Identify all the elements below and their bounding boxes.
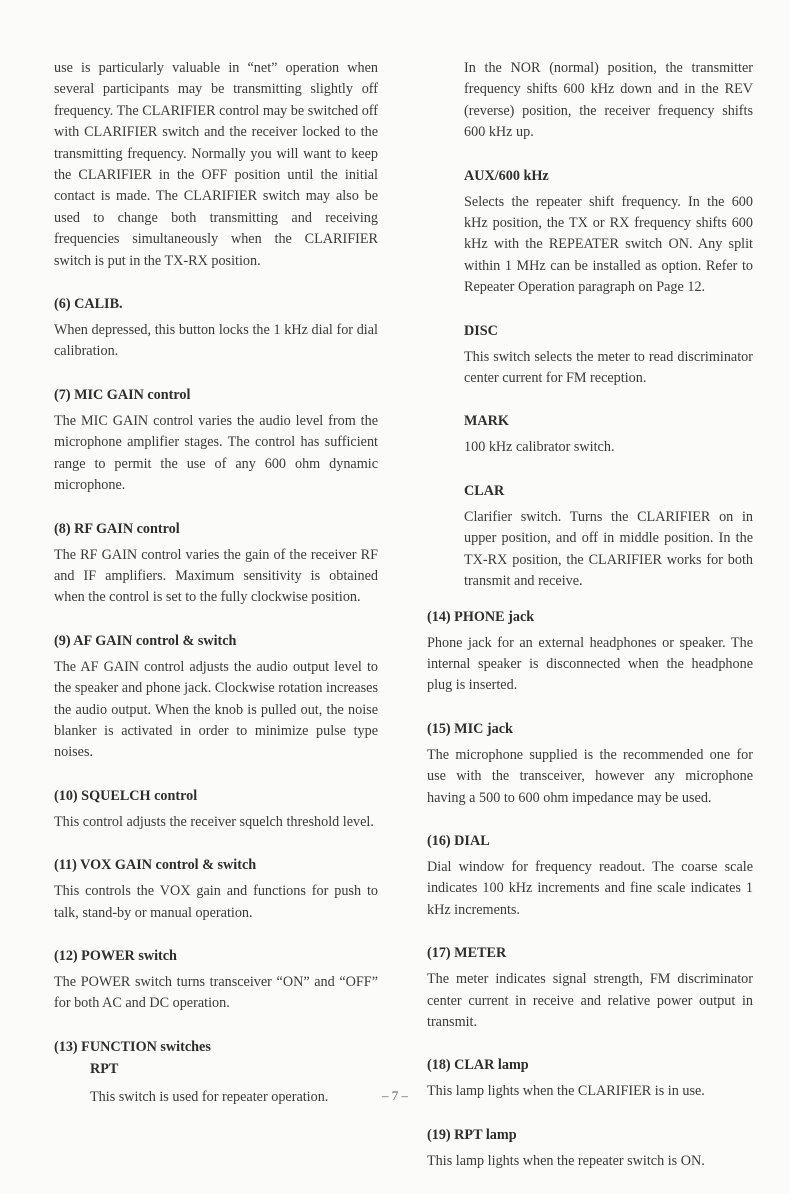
phone-jack-section — [427, 607, 753, 697]
dial-heading: (16) DIAL — [427, 832, 490, 849]
rpt-lamp-text: This lamp lights when the repeater switch is ON. — [427, 1152, 705, 1169]
page-number: – 7 – — [382, 1088, 408, 1103]
squelch-heading: (10) SQUELCH control — [54, 787, 198, 804]
meter-text: The meter indicates signal strength, FM discriminator center current in receive and relative power output in transmit. — [427, 971, 753, 1030]
mic-gain-heading: (7) MIC GAIN control — [54, 386, 191, 403]
clar-lamp-text: This lamp lights when the CLARIFIER is in use. — [427, 1083, 705, 1100]
mic-jack-section — [427, 719, 753, 809]
mark-text: 100 kHz calibrator switch. — [464, 439, 615, 456]
power-section — [54, 946, 378, 1015]
disc-text: This switch selects the meter to read discriminator center current for FM reception. — [464, 348, 753, 387]
nor-rev-text: In the NOR (normal) position, the transmitter frequency shifts 600 kHz down and in the REV (reverse) position, the receiver frequency shifts 600 kHz up. — [464, 60, 753, 141]
clar-lamp-heading: (18) CLAR lamp — [427, 1057, 529, 1074]
squelch-text: This control adjusts the receiver squelch threshold level. — [54, 813, 374, 830]
calib-section — [54, 294, 378, 363]
mic-gain-section — [54, 385, 378, 497]
aux-section — [427, 166, 753, 299]
right-column — [427, 58, 753, 1194]
clar-text: Clarifier switch. Turns the CLARIFIER on in upper position, and off in middle position. In the TX-RX position, the CLARIFIER works for both transmit and receive. — [464, 508, 753, 590]
vox-gain-heading: (11) VOX GAIN control & switch — [54, 857, 257, 874]
rf-gain-heading: (8) RF GAIN control — [54, 520, 180, 537]
mark-heading: MARK — [464, 413, 509, 430]
af-gain-section — [54, 631, 378, 764]
left-column — [54, 58, 378, 1130]
phone-jack-heading: (14) PHONE jack — [427, 608, 535, 625]
meter-section — [427, 943, 753, 1033]
nor-rev-section — [427, 58, 753, 144]
clarifier-intro-text: use is particularly valuable in “net” operation when several participants may be transmitting slightly off frequency. The CLARIFIER control may be switched off with CLARIFIER switch and the receiver locked to the transmitting frequency. Normally you will want to keep the CLARIFIER in the OFF position until the initial contact is made. The CLARIFIER switch may also be used to change both transmitting and receiving frequencies simultaneously when the CLARIFIER switch is put in the TX-RX position. — [54, 60, 378, 269]
rf-gain-section — [54, 519, 378, 609]
power-text: The POWER switch turns transceiver “ON” and “OFF” for both AC and DC operation. — [54, 973, 378, 1012]
af-gain-text: The AF GAIN control adjusts the audio output level to the speaker and phone jack. Clockwise rotation increases the audio output. When the knob is pulled out, the noise blanker is activated in order to minimize pulse type noises. — [54, 658, 378, 761]
clarifier-continued-section — [54, 58, 378, 272]
meter-heading: (17) METER — [427, 945, 507, 962]
mic-jack-text: The microphone supplied is the recommended one for use with the transceiver, however any microphone having a 500 to 600 ohm impedance may be used. — [427, 746, 753, 806]
disc-section — [427, 321, 753, 390]
dial-text: Dial window for frequency readout. The coarse scale indicates 100 kHz increments and fine scale indicates 1 kHz increments. — [427, 858, 753, 918]
clar-heading: CLAR — [464, 482, 505, 499]
vox-gain-text: This controls the VOX gain and functions for push to talk, stand-by or manual operation. — [54, 883, 378, 921]
aux-heading: AUX/600 kHz — [464, 167, 549, 184]
rpt-subheading: RPT — [90, 1060, 119, 1077]
vox-gain-section — [54, 855, 378, 924]
rpt-lamp-heading: (19) RPT lamp — [427, 1126, 517, 1143]
calib-heading: (6) CALIB. — [54, 296, 123, 313]
rpt-lamp-section — [427, 1125, 753, 1172]
mic-gain-text: The MIC GAIN control varies the audio level from the microphone amplifier stages. The control has sufficient range to permit the use of any 600 ohm dynamic microphone. — [54, 412, 378, 494]
af-gain-heading: (9) AF GAIN control & switch — [54, 632, 237, 649]
phone-jack-text: Phone jack for an external headphones or speaker. The internal speaker is disconnected when the headphone plug is inserted. — [427, 634, 753, 694]
mark-section — [427, 411, 753, 458]
squelch-section — [54, 786, 378, 833]
dial-section — [427, 831, 753, 921]
clar-section — [427, 481, 753, 593]
calib-text: When depressed, this button locks the 1 kHz dial for dial calibration. — [54, 322, 378, 360]
power-heading: (12) POWER switch — [54, 947, 177, 964]
function-heading: (13) FUNCTION switches — [54, 1038, 211, 1055]
rpt-text: This switch is used for repeater operation. — [90, 1088, 329, 1105]
aux-text: Selects the repeater shift frequency. In the 600 kHz position, the TX or RX frequency shifts 600 kHz with the REPEATER switch ON. Any split within 1 MHz can be installed as option. Refer to Repeater Operation paragraph on Page 12. — [464, 193, 753, 296]
rf-gain-text: The RF GAIN control varies the gain of the receiver RF and IF amplifiers. Maximum sensitivity is obtained when the control is set to the fully clockwise position. — [54, 546, 378, 606]
mic-jack-heading: (15) MIC jack — [427, 720, 513, 737]
disc-heading: DISC — [464, 322, 498, 339]
